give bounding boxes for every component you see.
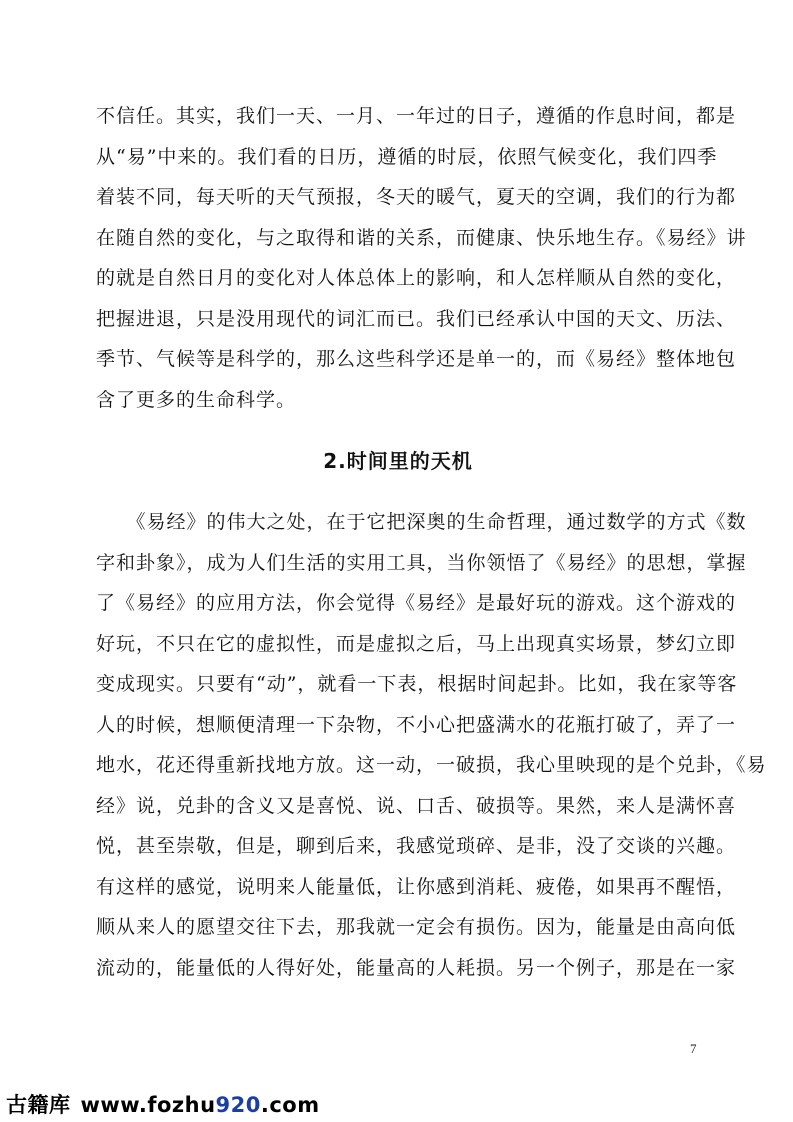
text-line: 在随自然的变化，与之取得和谐的关系，而健康、快乐地生存。《易经》讲 <box>96 226 747 249</box>
text-line: 经》说，兑卦的含义又是喜悦、说、口舌、破损等。果然，来人是满怀喜 <box>96 794 737 817</box>
site-watermark <box>6 1089 320 1119</box>
page-number: 7 <box>690 1041 697 1056</box>
text-line: 顺从来人的愿望交往下去，那我就一定会有损伤。因为，能量是由高向低 <box>96 916 737 938</box>
text-line: 人的时候，想顺便清理一下杂物，不小心把盛满水的花瓶打破了，弄了一 <box>96 713 737 736</box>
text-line: 不信任。其实，我们一天、一月、一年过的日子，遵循的作息时间，都是 <box>96 105 737 127</box>
text-line: 了《易经》的应用方法，你会觉得《易经》是最好玩的游戏。这个游戏的 <box>96 592 737 614</box>
text-line: 《易经》的伟大之处，在于它把深奥的生命哲理，通过数学的方式《数 <box>96 511 747 533</box>
text-line: 流动的，能量低的人得好处，能量高的人耗损。另一个例子，那是在一家 <box>96 956 737 979</box>
text-line: 季节、气候等是科学的，那么这些科学还是单一的，而《易经》整体地包 <box>96 348 737 370</box>
paragraph-2 <box>96 502 767 988</box>
text-line: 的就是自然日月的变化对人体总体上的影响，和人怎样顺从自然的变化， <box>96 267 737 289</box>
watermark-name: 古籍库 <box>6 1093 71 1117</box>
section-heading: 2.时间里的天机 <box>323 449 473 473</box>
text-line: 字和卦象》，成为人们生活的实用工具，当你领悟了《易经》的思想，掌握 <box>96 551 747 574</box>
text-line: 有这样的感觉，说明来人能量低，让你感到消耗、疲倦，如果再不醒悟， <box>96 875 737 898</box>
text-line: 地水，花还得重新找地方放。这一动，一破损，我心里映现的是个兑卦，《易 <box>96 754 767 776</box>
paragraph-1 <box>96 96 747 420</box>
text-line: 把握进退，只是没用现代的词汇而已。我们已经承认中国的天文、历法、 <box>96 307 737 330</box>
document-page <box>96 96 767 988</box>
watermark-site-suffix: .com <box>260 1093 320 1117</box>
text-line: 好玩，不只在它的虚拟性，而是虚拟之后，马上出现真实场景，梦幻立即 <box>96 632 737 655</box>
text-line: 变成现实。只要有“动”，就看一下表，根据时间起卦。比如，我在家等客 <box>96 673 738 695</box>
text-line: 从“易”中来的。我们看的日历，遵循的时辰，依照气候变化，我们四季 <box>96 145 718 168</box>
watermark-site-prefix: www.fozhu <box>80 1093 216 1117</box>
text-line: 着装不同，每天听的天气预报，冬天的暖气，夏天的空调，我们的行为都 <box>96 186 737 208</box>
watermark-site-accent: 920 <box>215 1093 261 1117</box>
watermark-site <box>81 1093 320 1117</box>
text-line: 含了更多的生命科学。 <box>96 388 297 411</box>
text-line: 悦，甚至崇敬，但是，聊到后来，我感觉琐碎、是非，没了交谈的兴趣。 <box>96 835 737 857</box>
